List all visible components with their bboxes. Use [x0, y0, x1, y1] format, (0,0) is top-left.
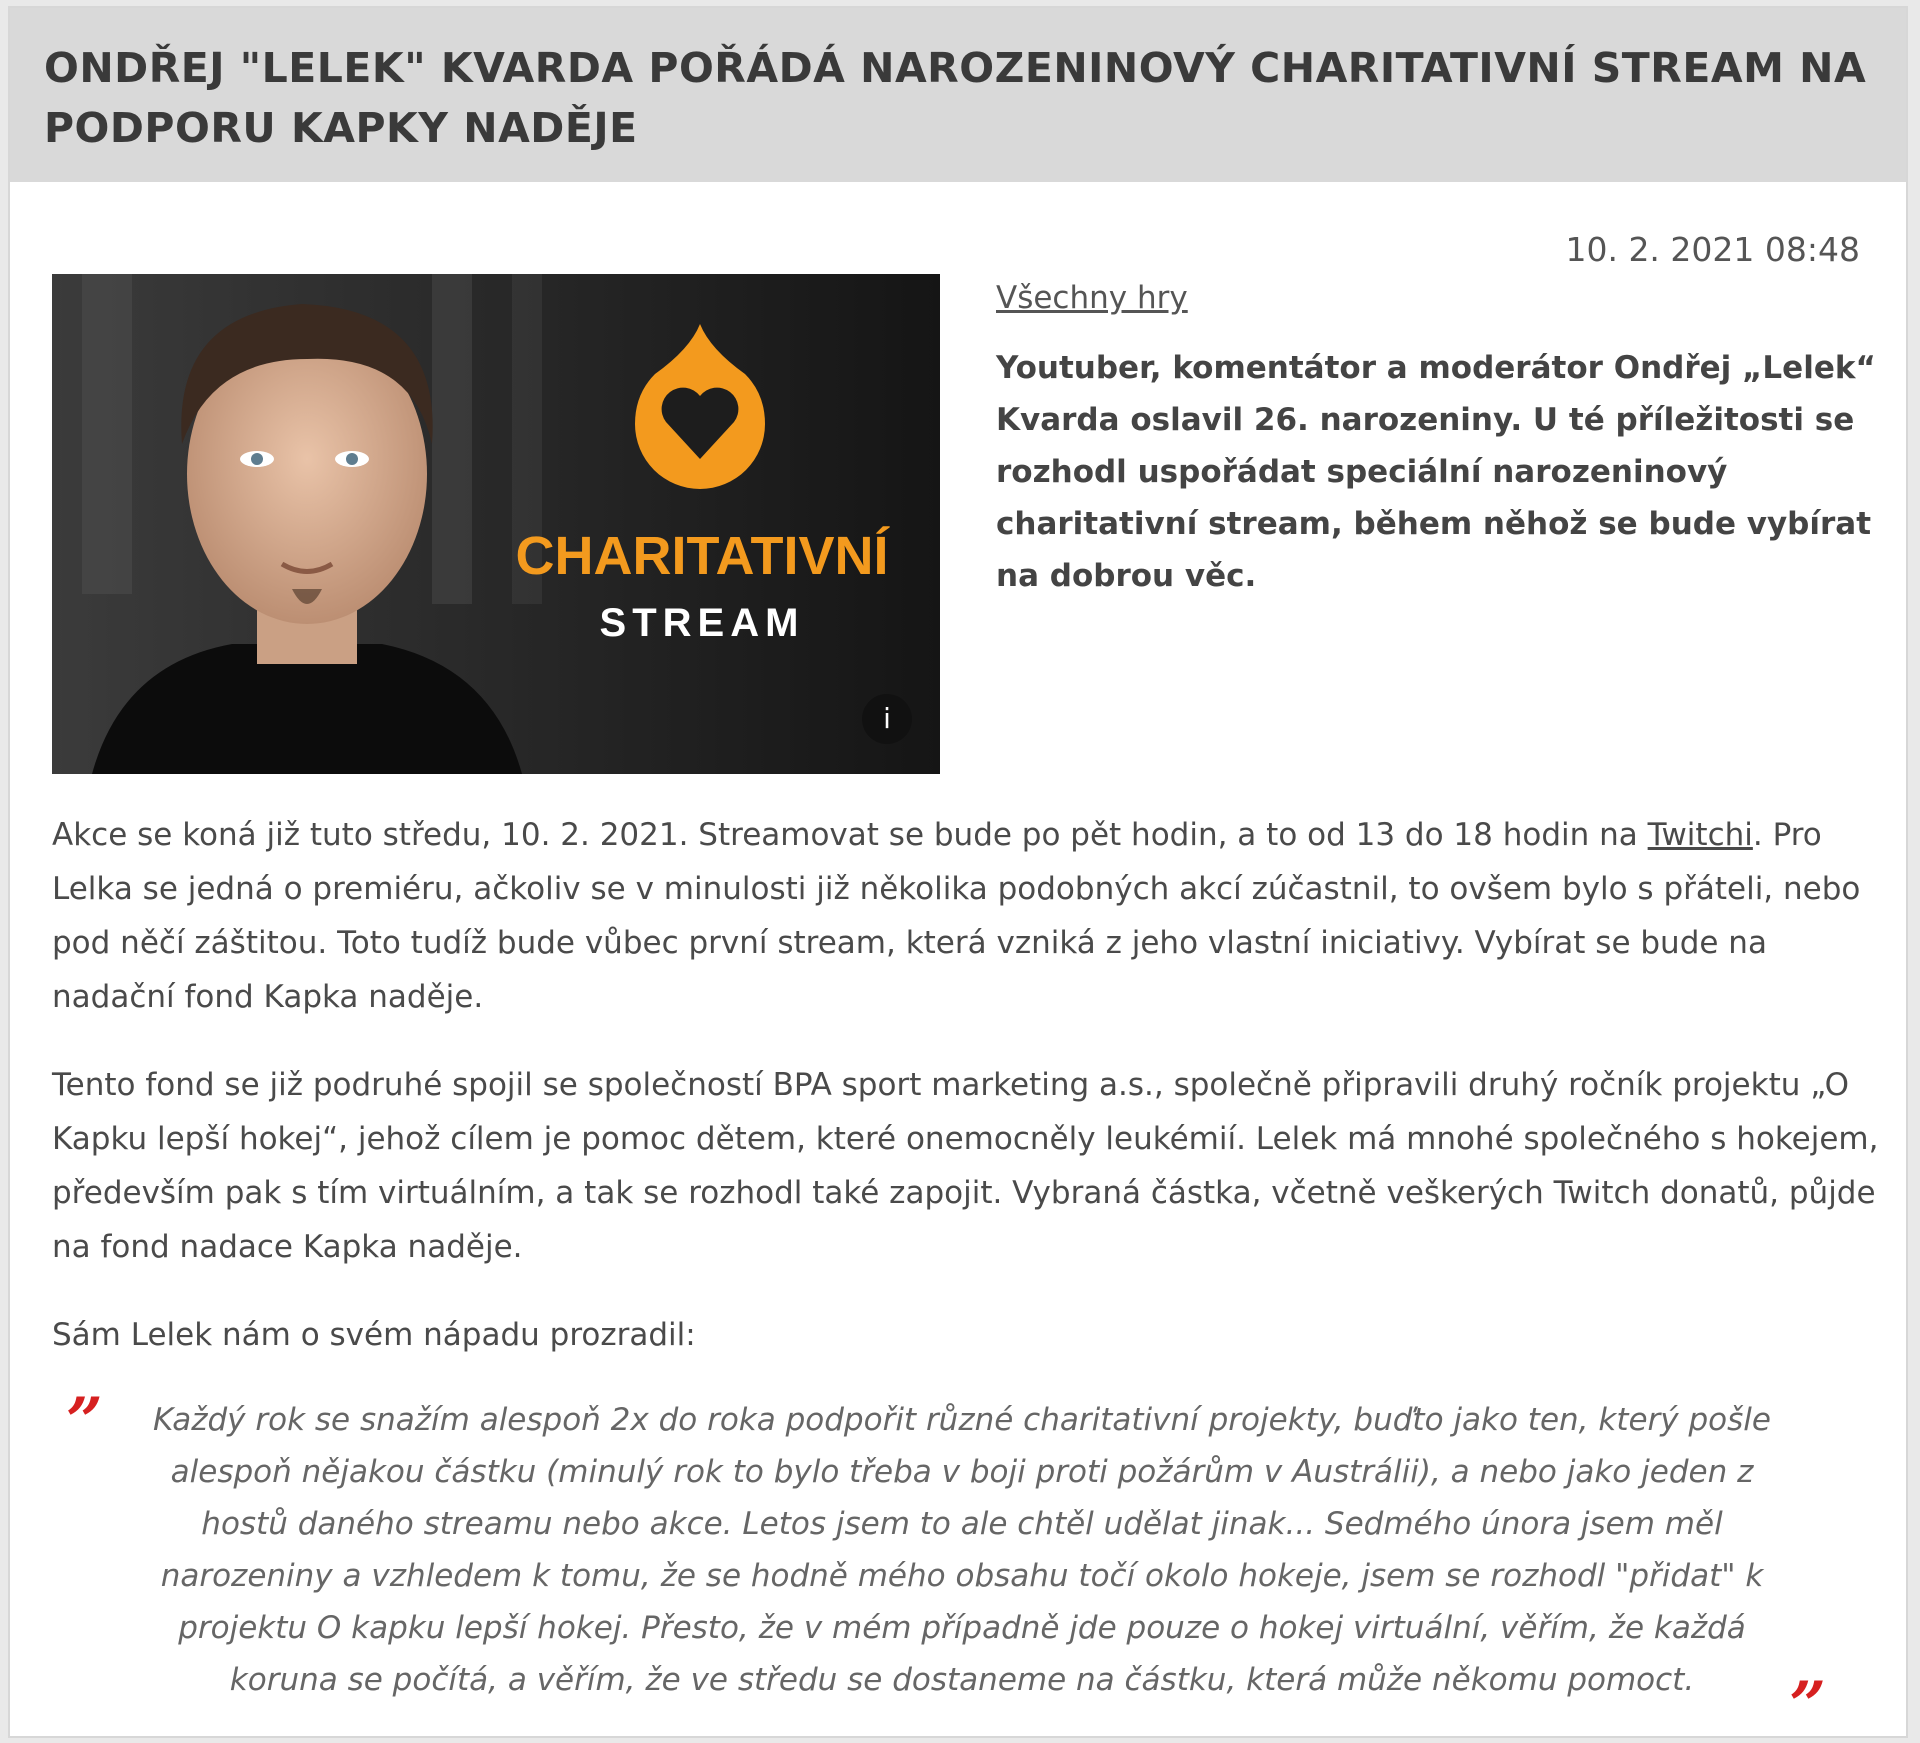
paragraph-1-end: . Pro Lelka se jedná o premiéru, ačkoliv se v minulosti již několika podobných akcí zúčastnil, to ovšem bylo s přáteli, nebo pod něčí záštitou. Toto tudíž bude vůbec první stream, která vzniká z jeho vlastní iniciativy. Vybírat se bude na nadační fond Kapka naděje.	[52, 817, 1861, 1015]
banner-title: CHARITATIVNÍ	[515, 526, 889, 586]
quote-close-mark: ”	[1789, 1668, 1826, 1743]
category-link[interactable]: Všechny hry	[996, 280, 1188, 316]
article-body	[52, 808, 1882, 1396]
quote-open-mark: ”	[66, 1384, 103, 1459]
paragraph-1-start: Akce se koná již tuto středu, 10. 2. 2021. Streamovat se bude po pět hodin, a to od 13 do 18 hodin na	[52, 817, 1648, 853]
paragraph-2: Tento fond se již podruhé spojil se společností BPA sport marketing a.s., společně připravili druhý ročník projektu „O Kapku lepší hokej“, jehož cílem je pomoc dětem, které onemocněly leukémií. Lelek má mnohé společného s hokejem, především pak s tím virtuálním, a tak se rozhodl také zapojit. Vybraná částka, včetně veškerých Twitch donatů, půjde na fond nadace Kapka naděje.	[52, 1067, 1879, 1265]
info-icon[interactable]: i	[862, 694, 912, 744]
title-bar	[10, 8, 1906, 182]
stream-banner-graphic	[52, 274, 940, 774]
article-lead: Youtuber, komentátor a moderátor Ondřej „Lelek“ Kvarda oslavil 26. narozeniny. U té příležitosti se rozhodl uspořádat speciální narozeninový charitativní stream, během něhož se bude vybírat na dobrou věc.	[996, 350, 1876, 594]
paragraph-3: Sám Lelek nám o svém nápadu prozradil:	[52, 1317, 696, 1353]
twitch-link[interactable]: Twitchi	[1647, 817, 1753, 853]
article-image[interactable]	[52, 274, 940, 774]
paragraph-1	[52, 808, 1882, 1024]
article-title: ONDŘEJ "LELEK" KVARDA POŘÁDÁ NAROZENINOVÝ CHARITATIVNÍ STREAM NA PODPORU KAPKY NADĚJE	[44, 44, 1867, 152]
publish-date: 10. 2. 2021 08:48	[1565, 230, 1860, 269]
blockquote	[52, 1384, 1882, 1743]
banner-subtitle: STREAM	[599, 601, 805, 645]
article-card	[8, 6, 1908, 1743]
quote-text: Každý rok se snažím alespoň 2x do roka podpořit různé charitativní projekty, buďto jako ten, který pošle alespoň nějakou částku (minulý rok to bylo třeba v boji proti požárům v Austrálii), a nebo jako jeden z hostů daného streamu nebo akce. Letos jsem to ale chtěl udělat jinak... Sedmého února jsem měl narozeniny a vzhledem k tomu, že se hodně mého obsahu točí okolo hokeje, jsem se rozhodl "přidat" k projektu O kapku lepší hokej. Přesto, že v mém případně jde pouze o hokej virtuální, věřím, že každá koruna se počítá, a věřím, že ve středu se dostaneme na částku, která může někomu pomoct.	[153, 1402, 1771, 1698]
lead-column	[996, 280, 1876, 602]
